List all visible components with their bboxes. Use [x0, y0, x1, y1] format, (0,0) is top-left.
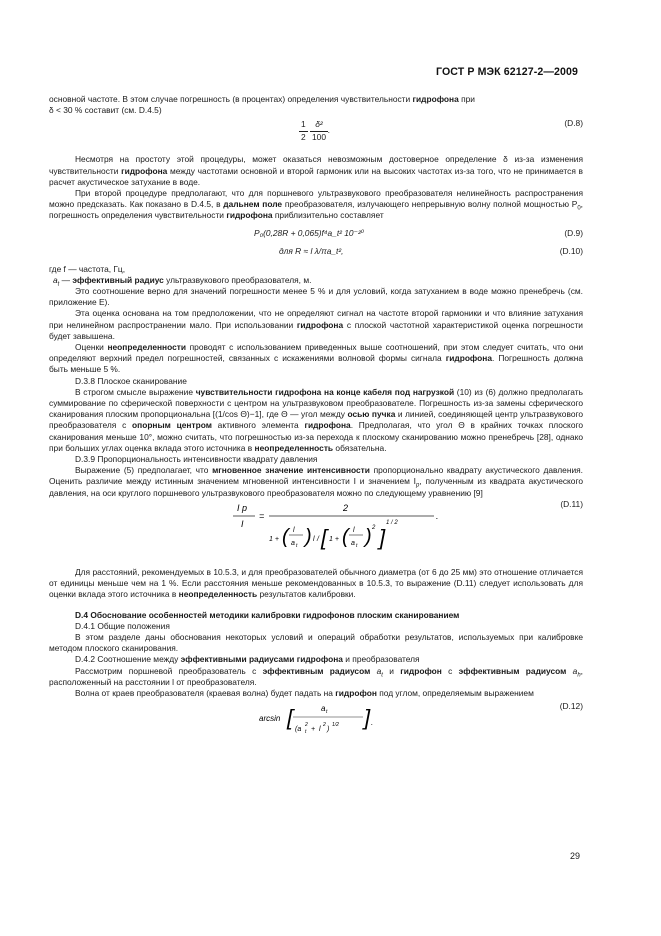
- equation-d9: P₀(0,28R + 0,065)f⁴a_t² 10⁻²⁰ (D.9): [254, 227, 583, 238]
- svg-text:l: l: [319, 726, 321, 734]
- svg-text:]: ]: [364, 705, 371, 731]
- paragraph: Рассмотрим поршневой преобразователь с эффективным радиусом $a_t$ и гидрофон с эффективным радиусом $a_h$, расположенный на расстоянии l от преобразователя.: [49, 665, 583, 687]
- svg-text:]: ]: [379, 524, 386, 550]
- page-number: 29: [570, 851, 581, 861]
- svg-text:a: a: [291, 539, 295, 547]
- svg-text:t: t: [296, 542, 298, 549]
- section-heading: D.4.2 Соотношение между эффективными радиусами гидрофона и преобразователя: [75, 654, 420, 665]
- svg-text:=: =: [259, 510, 265, 521]
- paragraph: Оценки неопределенности проводят с использованием приведенных выше соотношений, при этом следует считать, что они определяют верхний предел погрешностей, связанных с искажениями волновой формы сигнала гидрофона. Погрешность должна быть меньше 5 %.: [49, 342, 584, 375]
- eq12-function: arcsin: [259, 714, 281, 724]
- equation-d12-graphic: [259, 699, 459, 739]
- svg-text:l: l: [313, 535, 315, 543]
- paragraph: Это соотношение верно для значений погрешности менее 5 % и для условий, когда затуханием в воде можно пренебречь (см. приложение E).: [49, 286, 583, 308]
- section-heading: D.4.1 Общие положения: [75, 620, 170, 631]
- svg-text:t: t: [356, 542, 358, 549]
- svg-text:t: t: [305, 729, 307, 736]
- eq11-numerator: 2: [343, 502, 349, 513]
- equation-d11-graphic: [229, 499, 649, 563]
- svg-text:[: [: [287, 705, 294, 731]
- svg-text:+: +: [311, 726, 316, 734]
- svg-text:l: l: [353, 526, 355, 534]
- document-body: [49, 94, 583, 739]
- paragraph: В строгом смысле выражение чувствительности гидрофона на конце кабеля под нагрузкой (10) из (6) должно предполагать суммирование по сферической поверхности с центром на ультразвуковом преобразователе. Погрешность из-за замены сферического сканирования плоским пропорциональна [(1/cos Θ)−1], где Θ — угол между осью пучка и линией, соединяющей центр ультразвукового преобразователя с опорным центром активного элемента гидрофона. Предполагая, что угол Θ в крайних точках плоского сканирования меньше 10°, можно считать, что погрешностью из-за перехода к плоскому сканированию можно пренебречь [28], однако при больших углах оценка вклада этого источника в неопределенность обязательна.: [49, 386, 584, 453]
- svg-text:2: 2: [305, 722, 308, 729]
- svg-text:/: /: [317, 535, 319, 543]
- equation-d12: arcsin [ a t (a t 2 + l 2 ) 1/2 ] . (D.12): [49, 699, 583, 739]
- section-heading: D.3.9 Пропорциональность интенсивности квадрату давления: [75, 454, 318, 465]
- definition: где f — частота, Гц,: [49, 263, 126, 274]
- paragraph: основной частоте. В этом случае погрешность (в процентах) определения чувствительности гидрофона при: [49, 94, 475, 104]
- paragraph: Эта оценка основана на том предположении, что не определяют сигнал на частоте второй гармоники и что влияние затухания при нелинейном распространении мало. При использовании гидрофона с плоской частотной характеристикой оценка погрешности будет завышена.: [49, 308, 583, 341]
- svg-text:[: [: [321, 524, 328, 550]
- svg-text:a: a: [321, 704, 326, 714]
- svg-text:a: a: [351, 539, 355, 547]
- svg-text:2: 2: [323, 722, 326, 729]
- paragraph: Несмотря на простоту этой процедуры, может оказаться невозможным достоверное определение δ из-за изменения чувствительности гидрофона между частотами основной и второй гармоник или на высоких частотах из-за того, что не принимается в расчет акустическое затухание в воде.: [49, 154, 583, 187]
- svg-text:.: .: [371, 718, 374, 728]
- section-heading: D.3.8 Плоское сканирование: [75, 375, 187, 386]
- svg-text:2: 2: [372, 524, 376, 531]
- svg-text:): ): [327, 726, 330, 734]
- equation-d11: I p I = 2 . 1 + ( l a t ) l / [ 1 + ( l a t ) 2 ] 1 / 2 (D.11): [49, 499, 583, 563]
- svg-text:): ): [365, 525, 372, 548]
- svg-text:): ): [305, 525, 312, 548]
- svg-text:1/2: 1/2: [332, 722, 339, 729]
- svg-text:1 / 2: 1 / 2: [386, 519, 398, 526]
- svg-text:(a: (a: [295, 726, 302, 734]
- paragraph: δ < 30 % составит (см. D.4.5): [49, 105, 162, 116]
- paragraph: Волна от краев преобразователя (краевая волна) будет падать на гидрофон под углом, определяемым выражением: [75, 687, 534, 698]
- svg-text:.: .: [436, 510, 439, 521]
- paragraph: Для расстояний, рекомендуемых в 10.5.3, и для преобразователей обычного диаметра (от 6 до 25 мм) это отношение отличается от единицы меньше чем на 1 %. Если расстояния меньше рекомендованных в 10.5.3, то выражение (D.11) следует использовать для оценки вклада этого источника в неопределенность результатов калибровки.: [49, 566, 583, 600]
- eq11-lhs-top: I p: [237, 502, 248, 513]
- svg-text:t: t: [326, 709, 328, 716]
- svg-text:1 +: 1 +: [269, 535, 279, 543]
- svg-text:(: (: [342, 525, 349, 548]
- definition: $a_t$ — эффективный радиус ультразвукового преобразователя, м.: [53, 274, 312, 288]
- paragraph: При второй процедуре предполагают, что для поршневого ультразвукового преобразователя нелинейность распространения можно предсказать. Как показано в D.4.5, в дальнем поле преобразователя, излучающего непрерывную волну полной мощностью $P_0$, погрешность определения чувствительности гидрофона приблизительно составляет: [49, 188, 583, 221]
- svg-text:1 +: 1 +: [329, 535, 339, 543]
- section-heading: D.4 Обоснование особенностей методики калибровки гидрофонов плоским сканированием: [75, 609, 460, 620]
- equation-d10: для R ≈ l λ/πa_t², (D.10): [279, 245, 583, 256]
- svg-text:(: (: [282, 525, 289, 548]
- document-header: ГОСТ Р МЭК 62127-2—2009: [436, 66, 579, 78]
- paragraph: В этом разделе даны обоснования некоторых условий и операций обработки результатов, используемых при калибровке методом плоского сканирования.: [49, 631, 583, 654]
- paragraph: Выражение (5) предполагает, что мгновенное значение интенсивности пропорционально квадрату акустического давления. Оценить различие между истинным значением мгновенной интенсивности I и значением $I_p$, полученным из квадрата акустического давления, на оси круглого поршневого ультразвукового преобразователя можно по следующему уравнению [9]: [49, 465, 583, 498]
- svg-text:l: l: [293, 526, 295, 534]
- eq11-lhs-bot: I: [241, 518, 244, 529]
- equation-d8: $\frac{1}{2}$ $\frac{\text{δ²}}{100}$ . (D.8): [301, 118, 583, 142]
